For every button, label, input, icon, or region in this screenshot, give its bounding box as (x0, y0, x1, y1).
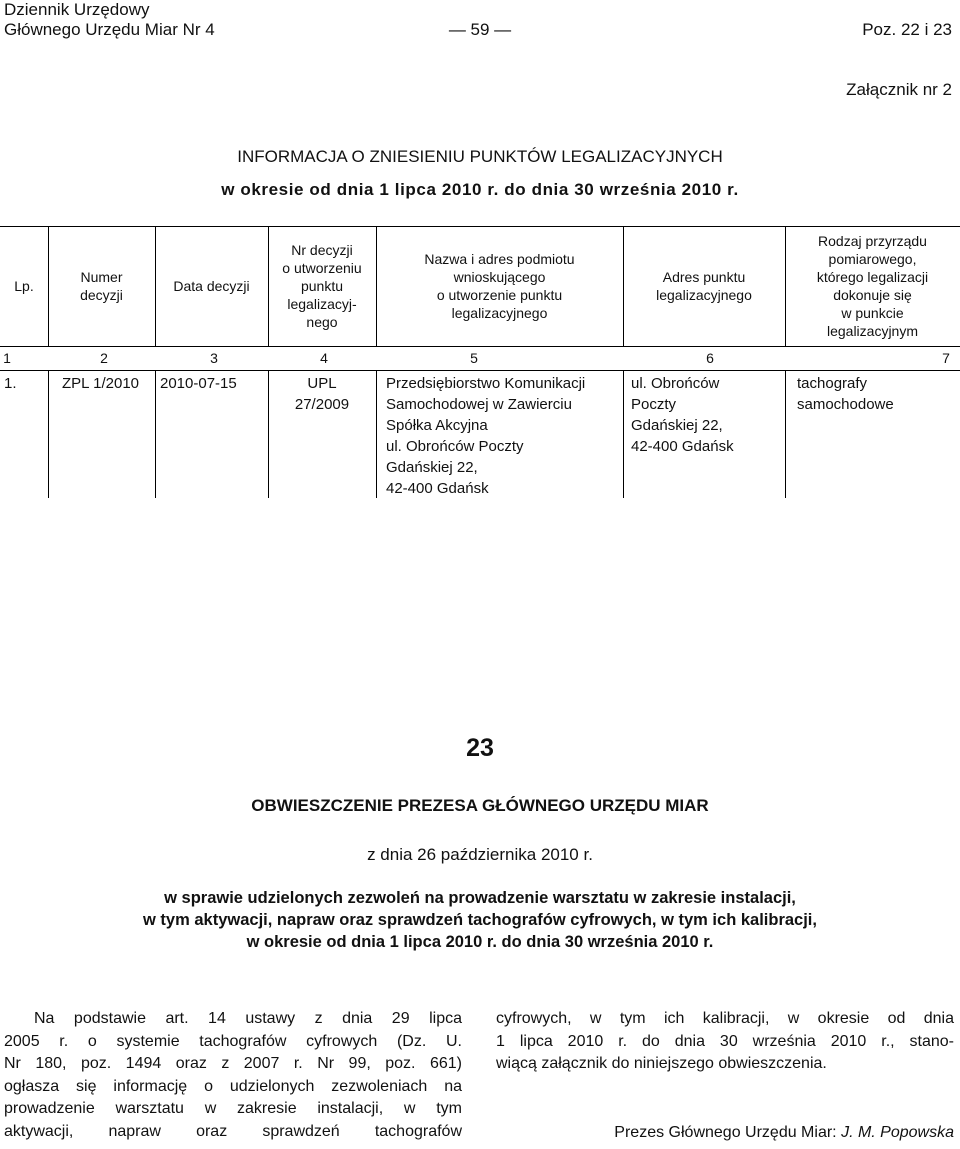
notice-date: z dnia 26 października 2010 r. (367, 845, 593, 864)
header-text: Data decyzji (173, 278, 250, 294)
header-text: legalizacyj- (287, 296, 357, 312)
column-number: 3 (210, 350, 218, 366)
journal-title (4, 0, 215, 40)
column-header-lp (0, 226, 48, 346)
cell-line: Poczty (631, 396, 677, 413)
body-line: ogłasza się informację o udzielonych zezwoleniach na (4, 1077, 462, 1095)
header-text: o utworzeniu (282, 260, 362, 276)
notice-title: OBWIESZCZENIE PREZESA GŁÓWNEGO URZĘDU MIAR (251, 796, 709, 815)
column-number: 7 (942, 350, 950, 366)
cell-line: 42-400 Gdańsk (631, 438, 734, 455)
body-line: wiącą załącznik do niniejszego obwieszczenia. (496, 1055, 827, 1072)
row-creation-decision (268, 373, 376, 415)
cell-line: 42-400 Gdańsk (386, 480, 489, 497)
body-line: Na podstawie art. 14 ustawy z dnia 29 lipca (34, 1010, 462, 1027)
points-table (0, 226, 960, 498)
cell-line: ul. Obrońców (631, 375, 720, 392)
info-subtitle: w okresie od dnia 1 lipca 2010 r. do dnia 30 września 2010 r. (221, 180, 739, 199)
table-col-divider (785, 370, 786, 498)
row-decision-number: ZPL 1/2010 (62, 375, 139, 392)
row-lp: 1. (4, 375, 17, 392)
header-text: legalizacyjnego (656, 287, 752, 303)
header-text: Adres punktu (662, 269, 746, 285)
column-header-instrument-type (785, 226, 960, 346)
body-line: 2005 r. o systemie tachografów cyfrowych (Dz. U. (4, 1032, 462, 1050)
cell-line: Przedsiębiorstwo Komunikacji (386, 375, 586, 392)
signature (614, 1124, 954, 1142)
header-text: Numer (80, 269, 123, 285)
cell-line: Gdańskiej 22, (386, 459, 478, 476)
body-left-column (4, 1008, 462, 1143)
notice-subject (0, 887, 960, 953)
journal-title-line1: Dziennik Urzędowy (4, 0, 150, 19)
header-text: decyzji (80, 287, 123, 303)
table-col-divider (623, 370, 624, 498)
journal-title-line2: Głównego Urzędu Miar Nr 4 (4, 20, 215, 39)
cell-line: samochodowe (797, 396, 894, 413)
column-header-decision-date (155, 226, 268, 346)
header-text: nego (306, 314, 338, 330)
row-entity (386, 373, 585, 499)
row-point-address (631, 373, 734, 457)
column-number: 1 (3, 350, 11, 366)
header-text: którego legalizacji (816, 269, 929, 285)
subject-line: w sprawie udzielonych zezwoleń na prowadzenie warsztatu w zakresie instalacji, (164, 889, 796, 907)
column-header-creation-decision (268, 226, 376, 346)
cell-line: Spółka Akcyjna (386, 417, 488, 434)
row-decision-date: 2010-07-15 (160, 375, 237, 392)
body-line: Nr 180, poz. 1494 oraz z 2007 r. Nr 99, poz. 661) (4, 1055, 462, 1072)
cell-line: Gdańskiej 22, (631, 417, 723, 434)
header-text: o utworzenie punktu (436, 287, 563, 303)
column-header-point-address (623, 226, 785, 346)
annex-label: Załącznik nr 2 (846, 80, 952, 99)
header-text: punktu (300, 278, 344, 294)
header-text: dokonuje się (833, 287, 912, 303)
position-reference: Poz. 22 i 23 (862, 20, 952, 39)
table-col-divider (376, 370, 377, 498)
column-header-decision-number (48, 226, 155, 346)
body-line: cyfrowych, w tym ich kalibracji, w okresie od dnia (496, 1010, 954, 1027)
table-col-divider (48, 370, 49, 498)
subject-line: w okresie od dnia 1 lipca 2010 r. do dnia 30 września 2010 r. (246, 933, 714, 951)
body-line: prowadzenie warsztatu w zakresie instalacji, w tym (4, 1100, 462, 1117)
column-number: 2 (100, 350, 108, 366)
header-text: legalizacyjnym (826, 323, 919, 339)
cell-line: UPL (307, 375, 337, 392)
column-header-entity (376, 226, 623, 346)
header-text: Lp. (14, 278, 34, 294)
signature-prefix: Prezes Głównego Urzędu Miar: (614, 1124, 837, 1141)
cell-line: 27/2009 (294, 396, 350, 413)
header-text: pomiarowego, (828, 251, 917, 267)
column-number: 6 (706, 350, 714, 366)
header-text: wnioskującego (453, 269, 546, 285)
table-header-divider (0, 346, 960, 347)
table-col-divider (155, 370, 156, 498)
header-text: Rodzaj przyrządu (818, 233, 927, 249)
info-title: INFORMACJA O ZNIESIENIU PUNKTÓW LEGALIZACYJNYCH (237, 147, 723, 166)
table-number-divider (0, 370, 960, 371)
body-line: 1 lipca 2010 r. do dnia 30 września 2010 r., stano- (496, 1032, 954, 1050)
column-number: 4 (320, 350, 328, 366)
cell-line: tachografy (797, 375, 868, 392)
section-number: 23 (466, 734, 494, 762)
header-text: Nazwa i adres podmiotu (424, 251, 575, 267)
signature-name: J. M. Popowska (841, 1124, 954, 1141)
row-instrument-type (797, 373, 894, 415)
page-number: — 59 — (448, 20, 512, 39)
cell-line: ul. Obrońców Poczty (386, 438, 524, 455)
body-line: aktywacji, napraw oraz sprawdzeń tachografów (4, 1122, 462, 1140)
header-text: Nr decyzji (291, 242, 353, 258)
body-right-column (496, 1008, 954, 1076)
header-text: w punkcie (841, 305, 904, 321)
subject-line: w tym aktywacji, napraw oraz sprawdzeń tachografów cyfrowych, w tym ich kalibracji, (143, 911, 817, 929)
column-number: 5 (470, 350, 478, 366)
header-text: legalizacyjnego (451, 305, 548, 321)
cell-line: Samochodowej w Zawierciu (386, 396, 572, 413)
